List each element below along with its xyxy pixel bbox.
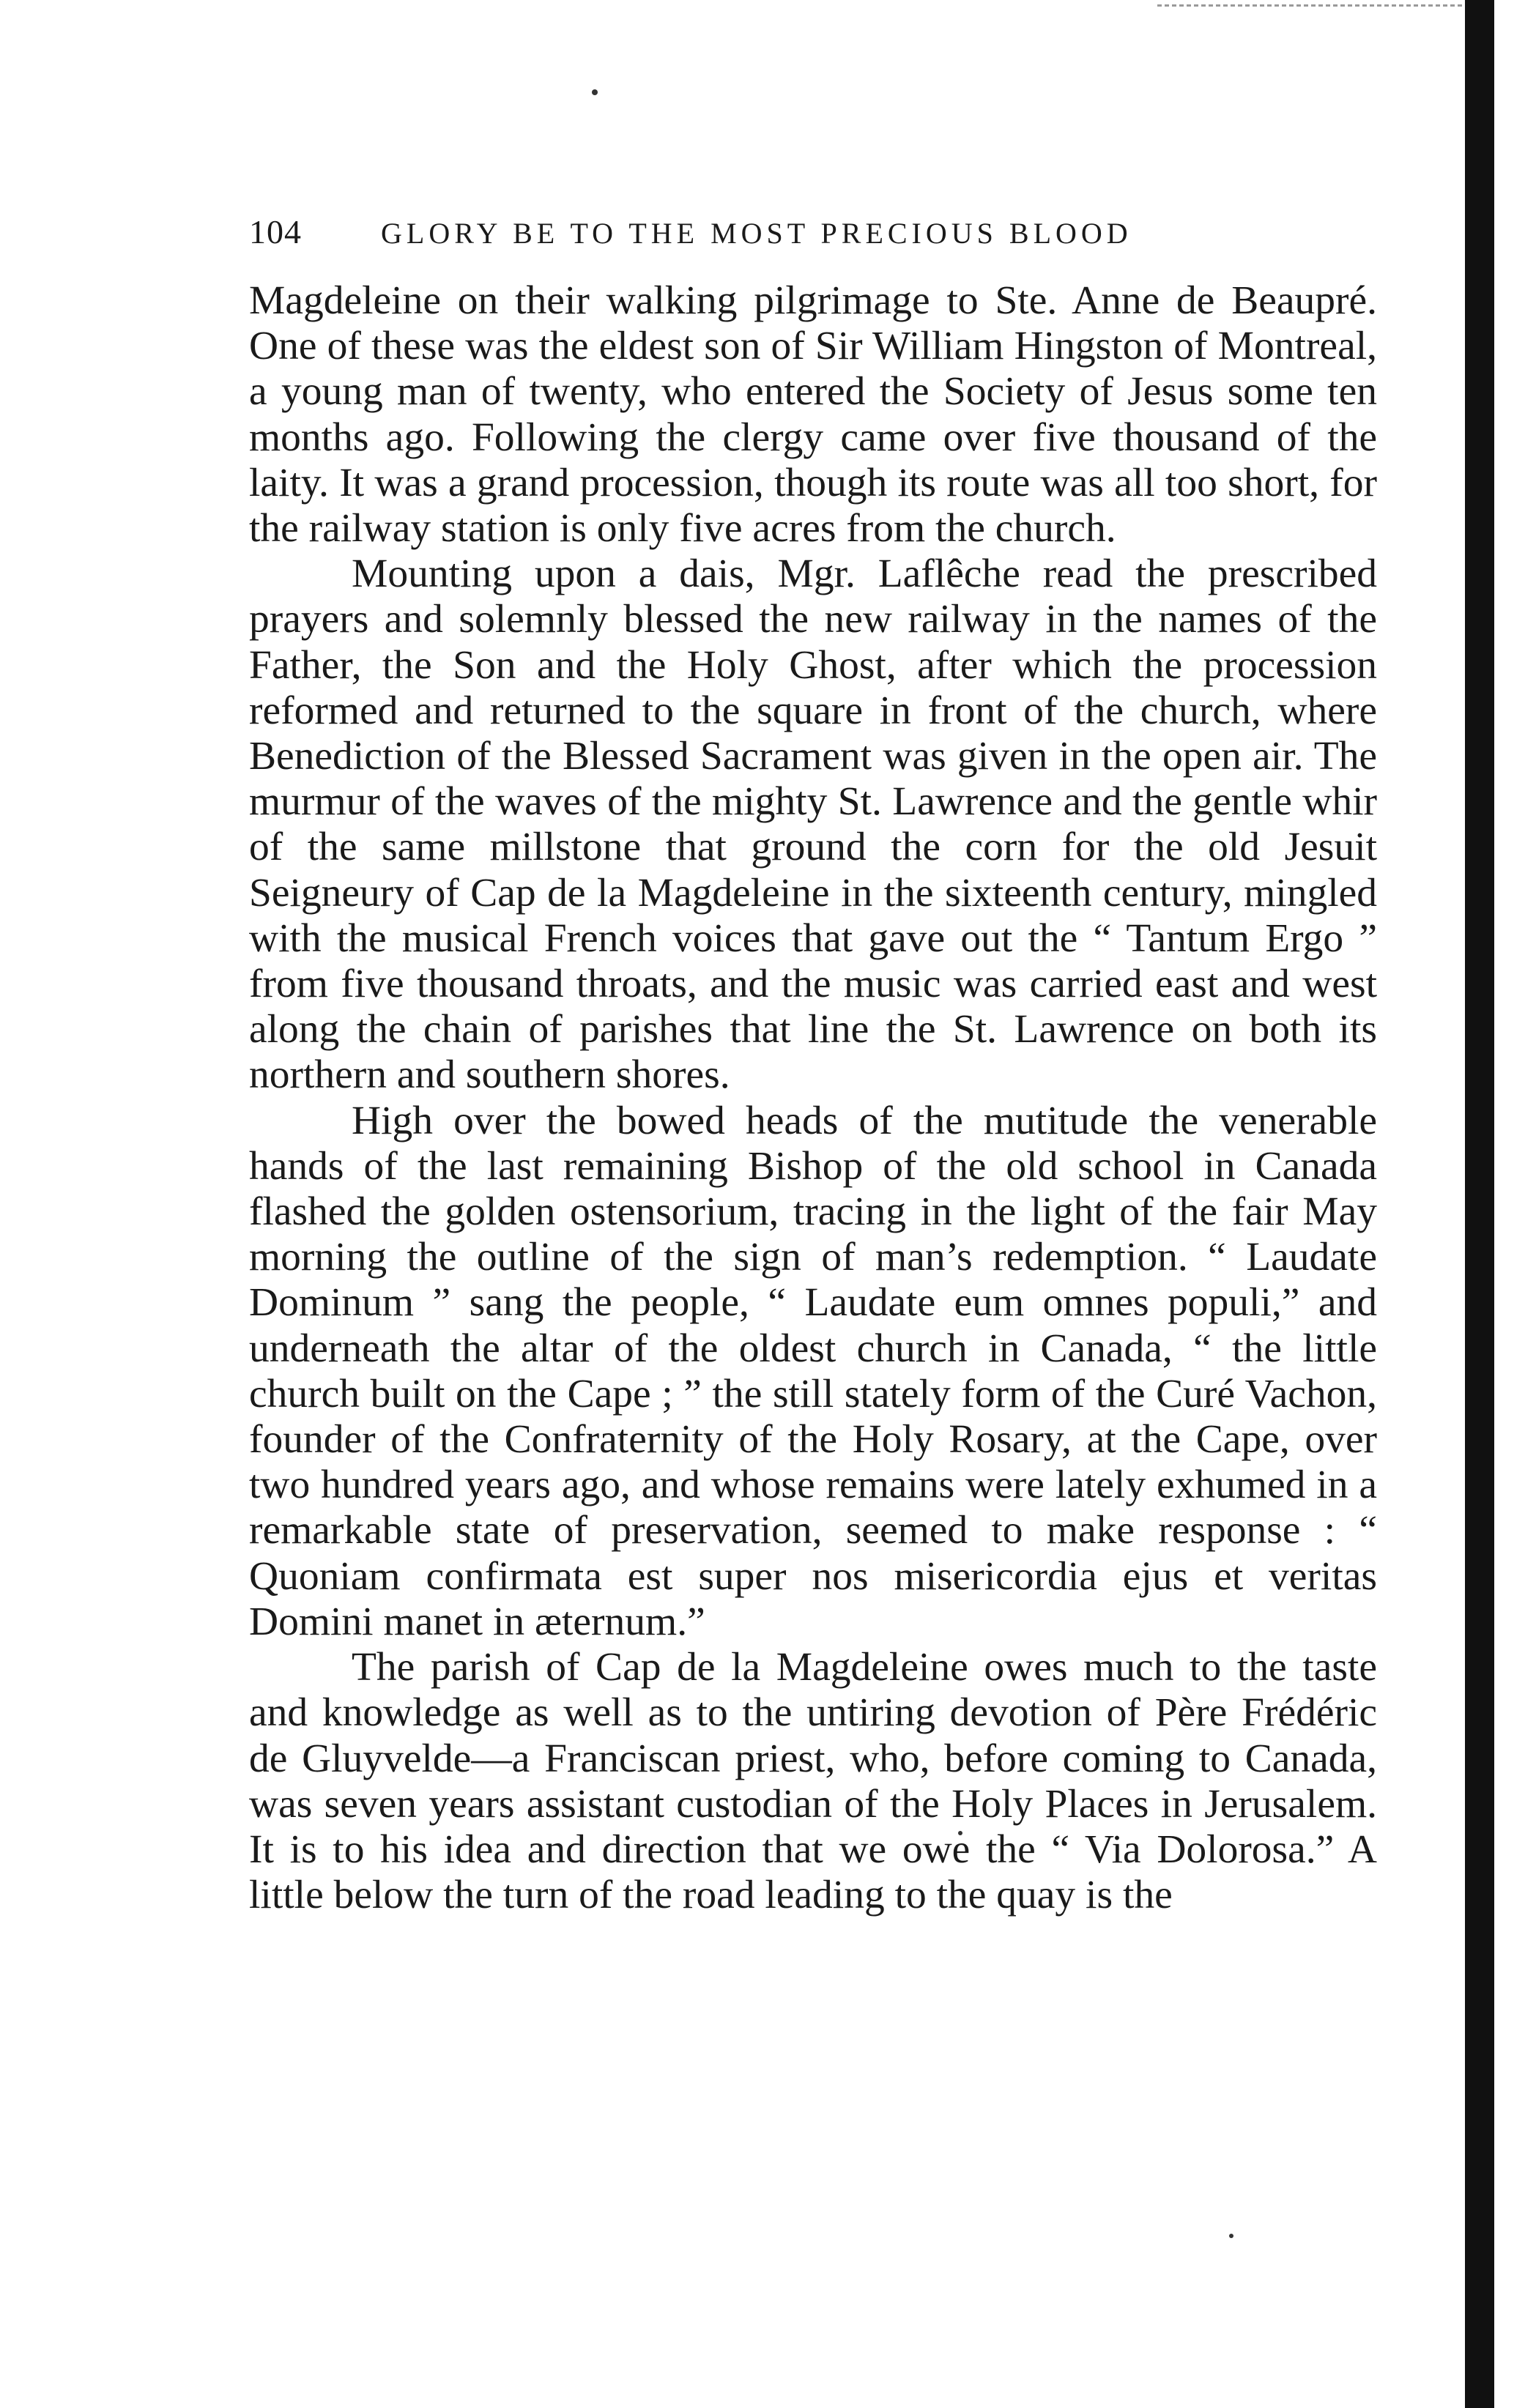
page-edge-shadow (1465, 0, 1494, 2408)
paragraph: The parish of Cap de la Magdeleine owes much to the taste and knowledge as well as to the untiring devotion of Père Frédéric de Gluyvelde—a Franciscan priest, who, before coming to Canada, was seven years assistant custodian of the Holy Places in Jerusalem. It is to his idea and direction that we owe the “ Via Dolorosa.” A little below the turn of the road leading to the quay is the (249, 1645, 1377, 1918)
page-number: 104 (249, 213, 302, 250)
paragraph: Mounting upon a dais, Mgr. Laflêche read the prescribed prayers and solemnly blessed the new railway in the names of the Father, the Son and the Holy Ghost, after which the procession reformed and returned to the square in front of the church, where Benediction of the Blessed Sacrament was given in the open air. The murmur of the waves of the mighty St. Lawrence and the gentle whir of the same millstone that ground the corn for the old Jesuit Seigneury of Cap de la Magdeleine in the sixteenth century, mingled with the musical French voices that gave out the “ Tantum Ergo ” from five thousand throats, and the music was carried east and west along the chain of parishes that line the St. Lawrence on both its northern and southern shores. (249, 551, 1377, 1098)
running-title: GLORY BE TO THE MOST PRECIOUS BLOOD (381, 217, 1132, 250)
ink-speck (592, 89, 598, 95)
paragraph: Magdeleine on their walking pilgrimage to Ste. Anne de Beaupré. One of these was the eldest son of Sir William Hingston of Montreal, a young man of twenty, who entered the Society of Jesus some ten months ago. Following the clergy came over five thousand of the laity. It was a grand procession, though its route was all too short, for the railway station is only five acres from the church. (249, 278, 1377, 551)
ink-speck (1229, 2234, 1233, 2238)
page-header (249, 212, 1392, 271)
body-text (249, 278, 1377, 1918)
top-edge-rule (1157, 4, 1465, 7)
paragraph: High over the bowed heads of the mutitude the venerable hands of the last remaining Bishop of the old school in Canada flashed the golden ostensorium, tracing in the light of the fair May morning the outline of the sign of man’s redemption. “ Laudate Dominum ” sang the people, “ Laudate eum omnes populi,” and underneath the altar of the oldest church in Canada, “ the little church built on the Cape ; ” the still stately form of the Curé Vachon, founder of the Confraternity of the Holy Rosary, at the Cape, over two hundred years ago, and whose remains were lately exhumed in a remarkable state of preservation, seemed to make response : “ Quoniam confirmata est super nos misericordia ejus et veritas Domini manet in æternum.” (249, 1098, 1377, 1644)
